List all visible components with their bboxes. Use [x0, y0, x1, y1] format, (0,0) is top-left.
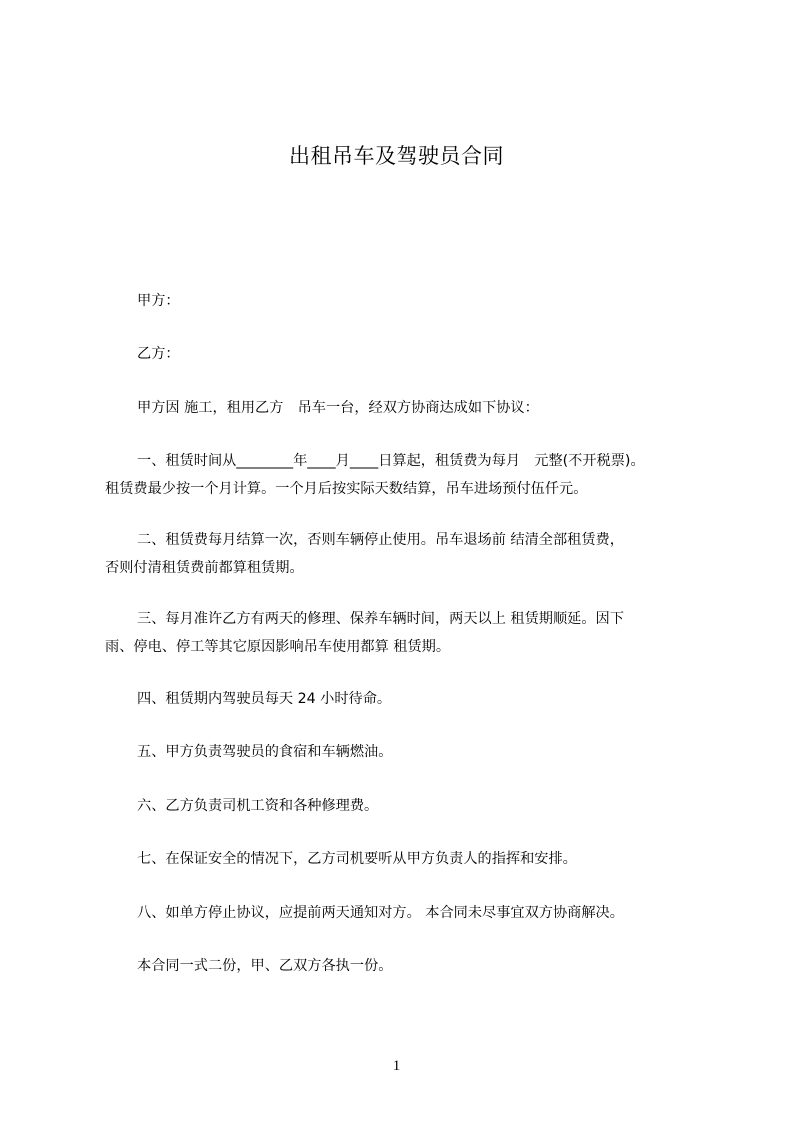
- closing-text: 本合同一式二份，甲、乙双方各执一份。: [137, 958, 393, 974]
- clause-8-text: 八、如单方停止协议，应提前两天通知对方。 本合同未尽事宜双方协商解决。: [137, 905, 624, 921]
- party-b-label: 乙方：: [137, 346, 180, 362]
- clause-5-text: 五、甲方负责驾驶员的食宿和车辆燃油。: [137, 744, 393, 760]
- party-a-label: 甲方：: [137, 293, 180, 309]
- clause-3-line-2: 雨、停电、停工等其它原因影响吊车使用都算 租赁期。: [105, 639, 451, 655]
- clause-1-line-1: 一、租赁时间从________年____月____日算起，租赁费为每月 元整(不开税票)。: [137, 453, 645, 469]
- clause-1-line-2: 租赁费最少按一个月计算。一个月后按实际天数结算，吊车进场预付伍仟元。: [105, 481, 588, 497]
- clause-4-paragraph: [105, 685, 700, 713]
- clause-7-paragraph: [105, 845, 700, 873]
- intro-paragraph: [105, 394, 700, 422]
- intro-text: 甲方因 施工，租用乙方 吊车一台，经双方协商达成如下协议：: [137, 400, 539, 416]
- closing-paragraph: [105, 952, 700, 980]
- party-b-line: [105, 340, 700, 368]
- clause-3-paragraph: [105, 605, 700, 661]
- clause-6-paragraph: [105, 792, 700, 820]
- clause-4-text: 四、租赁期内驾驶员每天 24 小时待命。: [137, 691, 392, 707]
- clause-3-line-1: 三、每月准许乙方有两天的修理、保养车辆时间，两天以上 租赁期顺延。因下: [137, 611, 624, 627]
- clause-2-line-1: 二、租赁费每月结算一次，否则车辆停止使用。吊车退场前 结清全部租赁费，: [137, 532, 624, 548]
- clause-7-text: 七、在保证安全的情况下，乙方司机要听从甲方负责人的指挥和安排。: [137, 851, 577, 867]
- clause-2-line-2: 否则付清租赁费前都算租赁期。: [105, 560, 304, 576]
- page-number: 1: [392, 1058, 401, 1074]
- document-title: 出租吊车及驾驶员合同: [289, 144, 504, 168]
- clause-2-paragraph: [105, 526, 700, 582]
- clause-6-text: 六、乙方负责司机工资和各种修理费。: [137, 798, 379, 814]
- party-a-line: [105, 287, 700, 315]
- clause-8-paragraph: [105, 899, 700, 927]
- clause-1-paragraph: [105, 447, 700, 503]
- clause-5-paragraph: [105, 738, 700, 766]
